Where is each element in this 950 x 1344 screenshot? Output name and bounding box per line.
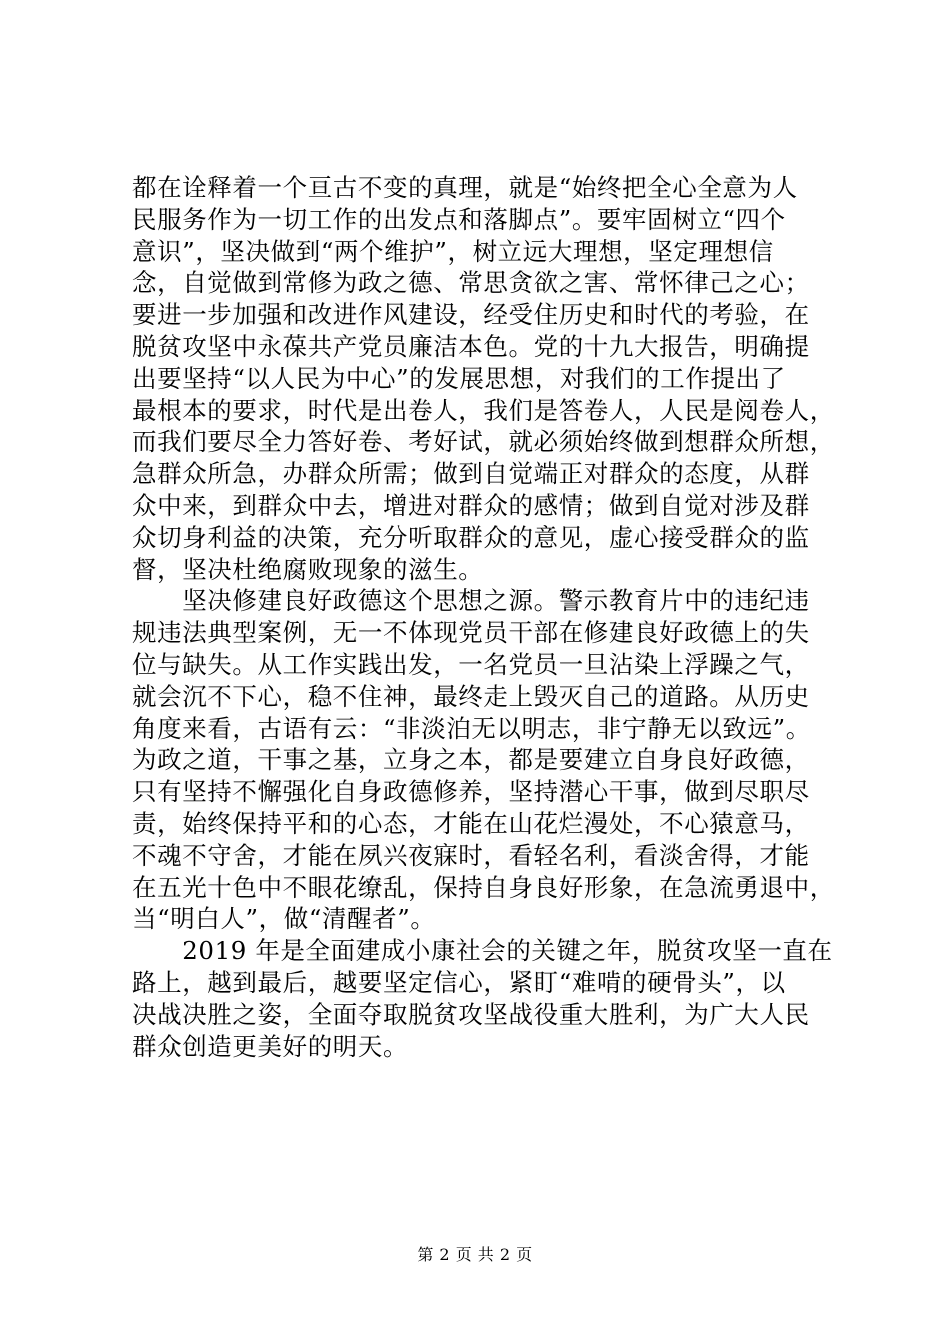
page-number-footer: 第 2 页 共 2 页	[417, 1245, 533, 1264]
text-line: 出要坚持“以人民为中心”的发展思想，对我们的工作提出了	[132, 363, 786, 393]
text-line: 意识”，坚决做到“两个维护”，树立远大理想，坚定理想信	[132, 236, 774, 266]
text-line: 当“明白人”，做“清醒者”。	[132, 904, 436, 934]
text-line: 急群众所急，办群众所需；做到自觉端正对群众的态度，从群	[132, 459, 810, 489]
text-line: 坚决修建良好政德这个思想之源。警示教育片中的违纪违	[132, 586, 810, 616]
document-body	[132, 172, 835, 1062]
text-line: 责，始终保持平和的心态，才能在山花烂漫处，不心猿意马，	[132, 808, 810, 838]
text-line: 角度来看，古语有云：“非淡泊无以明志，非宁静无以致远”。	[132, 713, 811, 743]
text-line: 念，自觉做到常修为政之德、常思贪欲之害、常怀律己之心；	[132, 268, 810, 298]
text-line: 决战决胜之姿，全面夺取脱贫攻坚战役重大胜利，为广大人民	[132, 999, 810, 1029]
text-line: 为政之道，干事之基，立身之本，都是要建立自身良好政德，	[132, 745, 810, 775]
text-line: 民服务作为一切工作的出发点和落脚点”。要牢固树立“四个	[132, 204, 786, 234]
text-line: 而我们要尽全力答好卷、考好试，就必须始终做到想群众所想，	[132, 427, 835, 457]
text-line: 要进一步加强和改进作风建设，经受住历史和时代的考验，在	[132, 300, 810, 330]
text-line: 众切身利益的决策，充分听取群众的意见，虚心接受群众的监	[132, 522, 810, 552]
text-line: 群众创造更美好的明天。	[132, 1031, 409, 1061]
text-line: 不魂不守舍，才能在夙兴夜寐时，看轻名利，看淡舍得，才能	[132, 840, 810, 870]
text-line: 路上，越到最后，越要坚定信心，紧盯“难啃的硬骨头”，以	[132, 967, 786, 997]
text-line: 位与缺失。从工作实践出发，一名党员一旦沾染上浮躁之气，	[132, 649, 810, 679]
text-line: 督，坚决杜绝腐败现象的滋生。	[132, 554, 484, 584]
text-line: 规违法典型案例，无一不体现党员干部在修建良好政德上的失	[132, 618, 810, 648]
text-line: 只有坚持不懈强化自身政德修养，坚持潜心干事，做到尽职尽	[132, 777, 810, 807]
text-line: 脱贫攻坚中永葆共产党员廉洁本色。党的十九大报告，明确提	[132, 331, 810, 361]
text-line: 在五光十色中不眼花缭乱，保持自身良好形象，在急流勇退中，	[132, 872, 835, 902]
text-line: 2019 年是全面建成小康社会的关键之年，脱贫攻坚一直在	[132, 936, 833, 966]
text-line: 就会沉不下心，稳不住神，最终走上毁灭自己的道路。从历史	[132, 681, 810, 711]
text-line: 最根本的要求，时代是出卷人，我们是答卷人，人民是阅卷人，	[132, 395, 835, 425]
text-line: 众中来，到群众中去，增进对群众的感情；做到自觉对涉及群	[132, 490, 810, 520]
text-line: 都在诠释着一个亘古不变的真理，就是“始终把全心全意为人	[132, 173, 798, 202]
